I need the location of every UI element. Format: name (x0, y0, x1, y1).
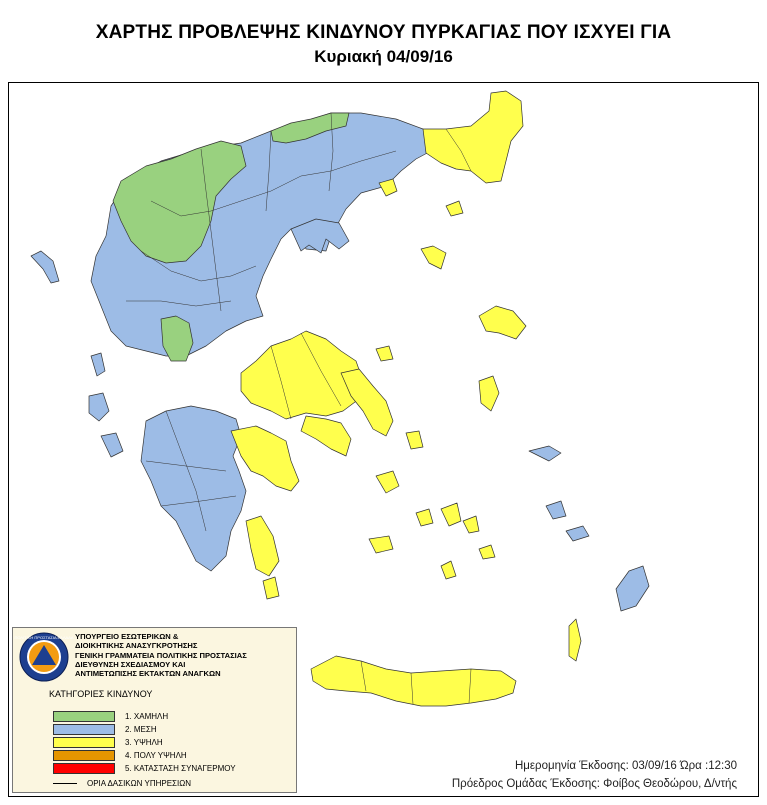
island-kos (566, 526, 589, 541)
civil-protection-emblem-icon (14, 632, 74, 682)
island-santorini (441, 561, 456, 579)
island-andros (376, 471, 399, 493)
island-samos (529, 446, 561, 461)
ministry-line: ΔΙΕΥΘΥΝΣΗ ΣΧΕΔΙΑΣΜΟΥ ΚΑΙ (75, 659, 186, 669)
legend-swatch (53, 724, 115, 735)
ministry-line: ΥΠΟΥΡΓΕΙΟ ΕΣΩΤΕΡΙΚΩΝ & (75, 632, 179, 641)
island-paros (416, 509, 433, 526)
island-chios (479, 376, 499, 411)
island-limnos (421, 246, 446, 269)
ministry-line: ΔΙΟΙΚΗΤΙΚΗΣ ΑΝΑΣΥΓΚΡΟΤΗΣΗΣ (75, 641, 198, 651)
categories-title: ΚΑΤΗΓΟΡΙΕΣ ΚΙΝΔΥΝΟΥ (49, 689, 153, 699)
region-laconia (246, 516, 279, 576)
island-skyros (406, 431, 423, 449)
island-crete (311, 656, 516, 706)
island-kalymnos (546, 501, 566, 519)
legend-label: 3. ΥΨΗΛΗ (125, 738, 163, 747)
legend-label: 1. ΧΑΜΗΛΗ (125, 712, 169, 721)
legend-label: 5. ΚΑΤΑΣΤΑΣΗ ΣΥΝΑΓΕΡΜΟΥ (125, 764, 236, 773)
island-karpathos (569, 619, 581, 661)
boundary-line-sample (53, 783, 77, 784)
legend-swatch (53, 750, 115, 761)
island-amorgos (479, 545, 495, 559)
legend-swatch (53, 711, 115, 722)
island-naxos (441, 503, 461, 526)
legend-label: 4. ΠΟΛΥ ΥΨΗΛΗ (125, 751, 187, 760)
legend-label: 2. ΜΕΣΗ (125, 725, 157, 734)
ministry-block (75, 632, 247, 678)
island-lesvos (479, 306, 526, 339)
island-lefkada (91, 353, 105, 376)
ministry-line: ΑΝΤΙΜΕΤΩΠΙΣΗΣ ΕΚΤΑΚΤΩΝ ΑΝΑΓΚΩΝ (75, 669, 221, 679)
ministry-line: ΓΕΝΙΚΗ ΓΡΑΜΜΑΤΕΙΑ ΠΟΛΙΤΙΚΗΣ ΠΡΟΣΤΑΣΙΑΣ (75, 650, 247, 660)
legend-swatch (53, 763, 115, 774)
issuer: Πρόεδρος Ομάδας Έκδοσης: Φοίβος Θεοδώρου, Δ/ντής (451, 778, 737, 790)
map-date: Κυριακή 04/09/16 (314, 47, 453, 66)
island-samothraki (446, 201, 463, 216)
region-attica (301, 416, 351, 456)
region-peloponnese (141, 406, 246, 571)
island-corfu (31, 251, 59, 283)
island-ios (463, 516, 479, 533)
boundary-label: ΟΡΙΑ ΔΑΣΙΚΩΝ ΥΠΗΡΕΣΙΩΝ (87, 779, 191, 788)
island-milos (369, 536, 393, 553)
issue-date: Ημερομηνία Έκδοσης: 03/09/16 Ώρα :12:30 (515, 760, 737, 772)
emblem-text: ΠΟΛΙΤΙΚΗ ΠΡΟΣΤΑΣΙΑ ΕΛΛΑΔΑ (14, 635, 74, 640)
map-title: ΧΑΡΤΗΣ ΠΡΟΒΛΕΨΗΣ ΚΙΝΔΥΝΟΥ ΠΥΡΚΑΓΙΑΣ ΠΟΥ ΙΣΧΥΕΙ ΓΙΑ (95, 22, 672, 43)
island-skiathos (376, 346, 393, 361)
island-kefalonia (89, 393, 109, 421)
region-evros (423, 91, 523, 183)
island-zakynthos (101, 433, 123, 457)
island-kythira (263, 577, 279, 599)
legend-box (12, 627, 297, 793)
island-rhodes (616, 566, 649, 611)
legend-swatch (53, 737, 115, 748)
